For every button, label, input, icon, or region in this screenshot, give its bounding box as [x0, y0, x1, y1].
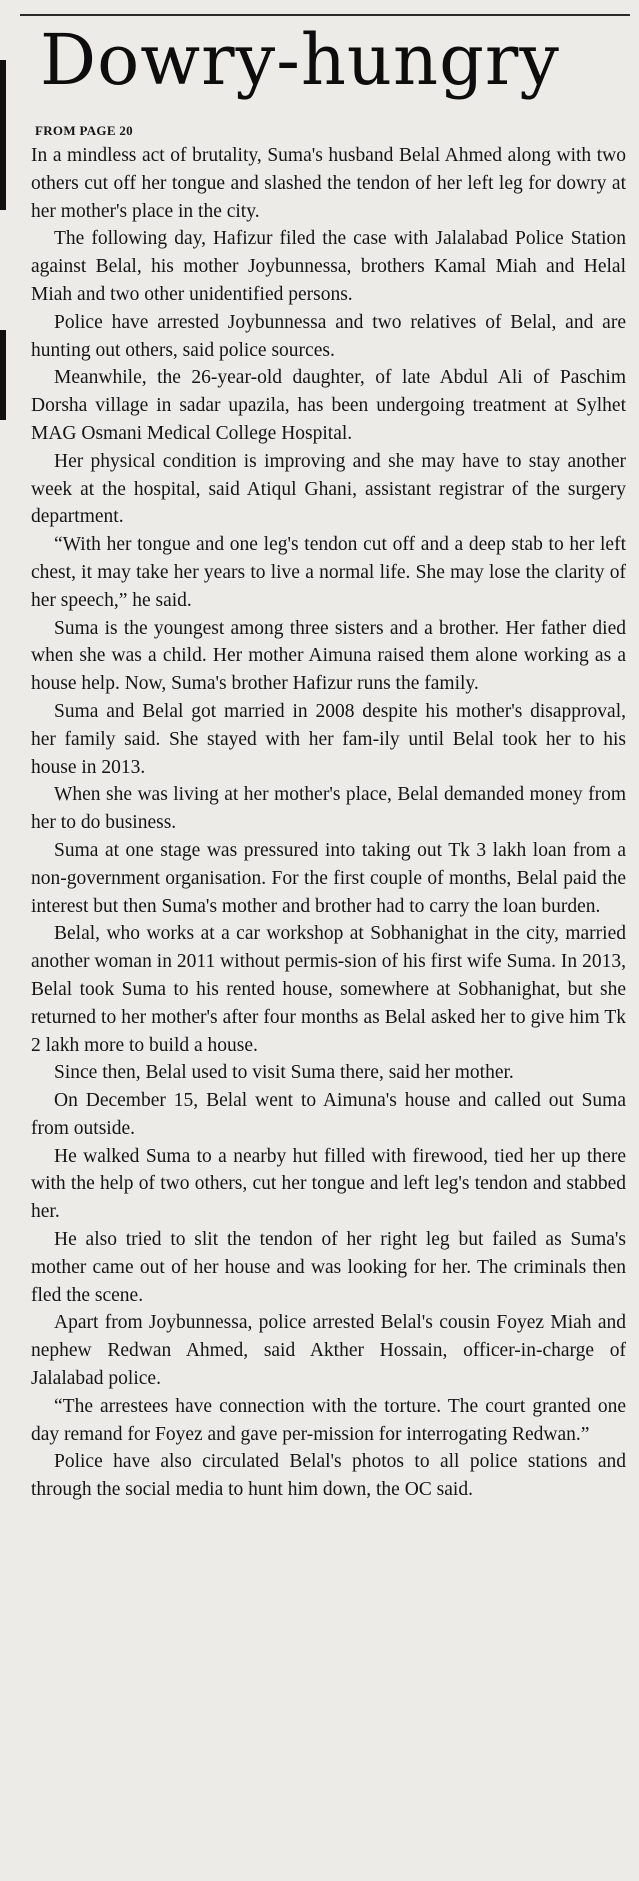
article-paragraph: Since then, Belal used to visit Suma there, said her mother. [54, 1062, 514, 1084]
article-paragraph: Suma and Belal got married in 2008 despite his mother's disapproval, her family said. She stayed with her fam-ily until Belal took her to his house in 2013. [31, 700, 626, 778]
clipping-edge-mark [0, 60, 6, 210]
article-paragraph: Suma at one stage was pressured into taking out Tk 3 lakh loan from a non-government organisation. For the first couple of months, Belal paid the interest but then Suma's mother and brother had to carry the loan burden. [31, 839, 626, 917]
article-paragraph: Police have also circulated Belal's photos to all police stations and through the social media to hunt him down, the OC said. [31, 1451, 626, 1501]
clipping-edge-mark [0, 330, 6, 420]
article-paragraph: On December 15, Belal went to Aimuna's house and called out Suma from outside. [31, 1090, 626, 1139]
article-paragraph: He also tried to slit the tendon of her right leg but failed as Suma's mother came out of her house and was looking for her. The criminals then fled the scene. [31, 1229, 626, 1306]
jump-line: FROM PAGE 20 [35, 123, 133, 138]
article-paragraph: Belal, who works at a car workshop at Sobhanighat in the city, married another woman in 2011 without permis-sion of his first wife Suma. In 2013, Belal took Suma to his rented house, somewhere at Sobhanighat, but she returned to her mother's after four months as Belal asked her to give him Tk 2 lakh more to build a house. [31, 923, 626, 1056]
article-paragraph: Police have arrested Joybunnessa and two relatives of Belal, and are hunting out others, said police sources. [31, 311, 626, 361]
article-paragraph: When she was living at her mother's place, Belal demanded money from her to do business. [31, 784, 626, 834]
article-paragraph: “The arrestees have connection with the torture. The court granted one day remand for Foyez and gave per-mission for interrogating Redwan.” [31, 1395, 626, 1445]
article-paragraph: Her physical condition is improving and she may have to stay another week at the hospital, said Atiqul Ghani, assistant registrar of the surgery department. [31, 450, 626, 528]
article-paragraph: “With her tongue and one leg's tendon cut off and a deep stab to her left chest, it may take her years to live a normal life. She may lose the clarity of her speech,” he said. [31, 534, 626, 611]
article-paragraph: In a mindless act of brutality, Suma's husband Belal Ahmed along with two others cut off her tongue and slashed the tendon of her left leg for dowry at her mother's place in the city. [31, 145, 626, 222]
article-paragraph: Meanwhile, the 26-year-old daughter, of late Abdul Ali of Paschim Dorsha village in sadar upazila, has been undergoing treatment at Sylhet MAG Osmani Medical College Hospital. [31, 367, 626, 444]
headline: Dowry-hungry [40, 19, 560, 101]
article-paragraph: Apart from Joybunnessa, police arrested Belal's cousin Foyez Miah and nephew Redwan Ahmed, said Akther Hossain, officer-in-charge of Jalalabad police. [31, 1312, 626, 1390]
article-paragraph: He walked Suma to a nearby hut filled with firewood, tied her up there with the help of two others, cut her tongue and left leg's tendon and stabbed her. [31, 1145, 626, 1223]
article-body [31, 142, 626, 1504]
article-paragraph: Suma is the youngest among three sisters and a brother. Her father died when she was a child. Her mother Aimuna raised them alone working as a house help. Now, Suma's brother Hafizur runs the family. [31, 617, 626, 695]
article-paragraph: The following day, Hafizur filed the case with Jalalabad Police Station against Belal, his mother Joybunnessa, brothers Kamal Miah and Helal Miah and two other unidentified persons. [31, 228, 626, 305]
